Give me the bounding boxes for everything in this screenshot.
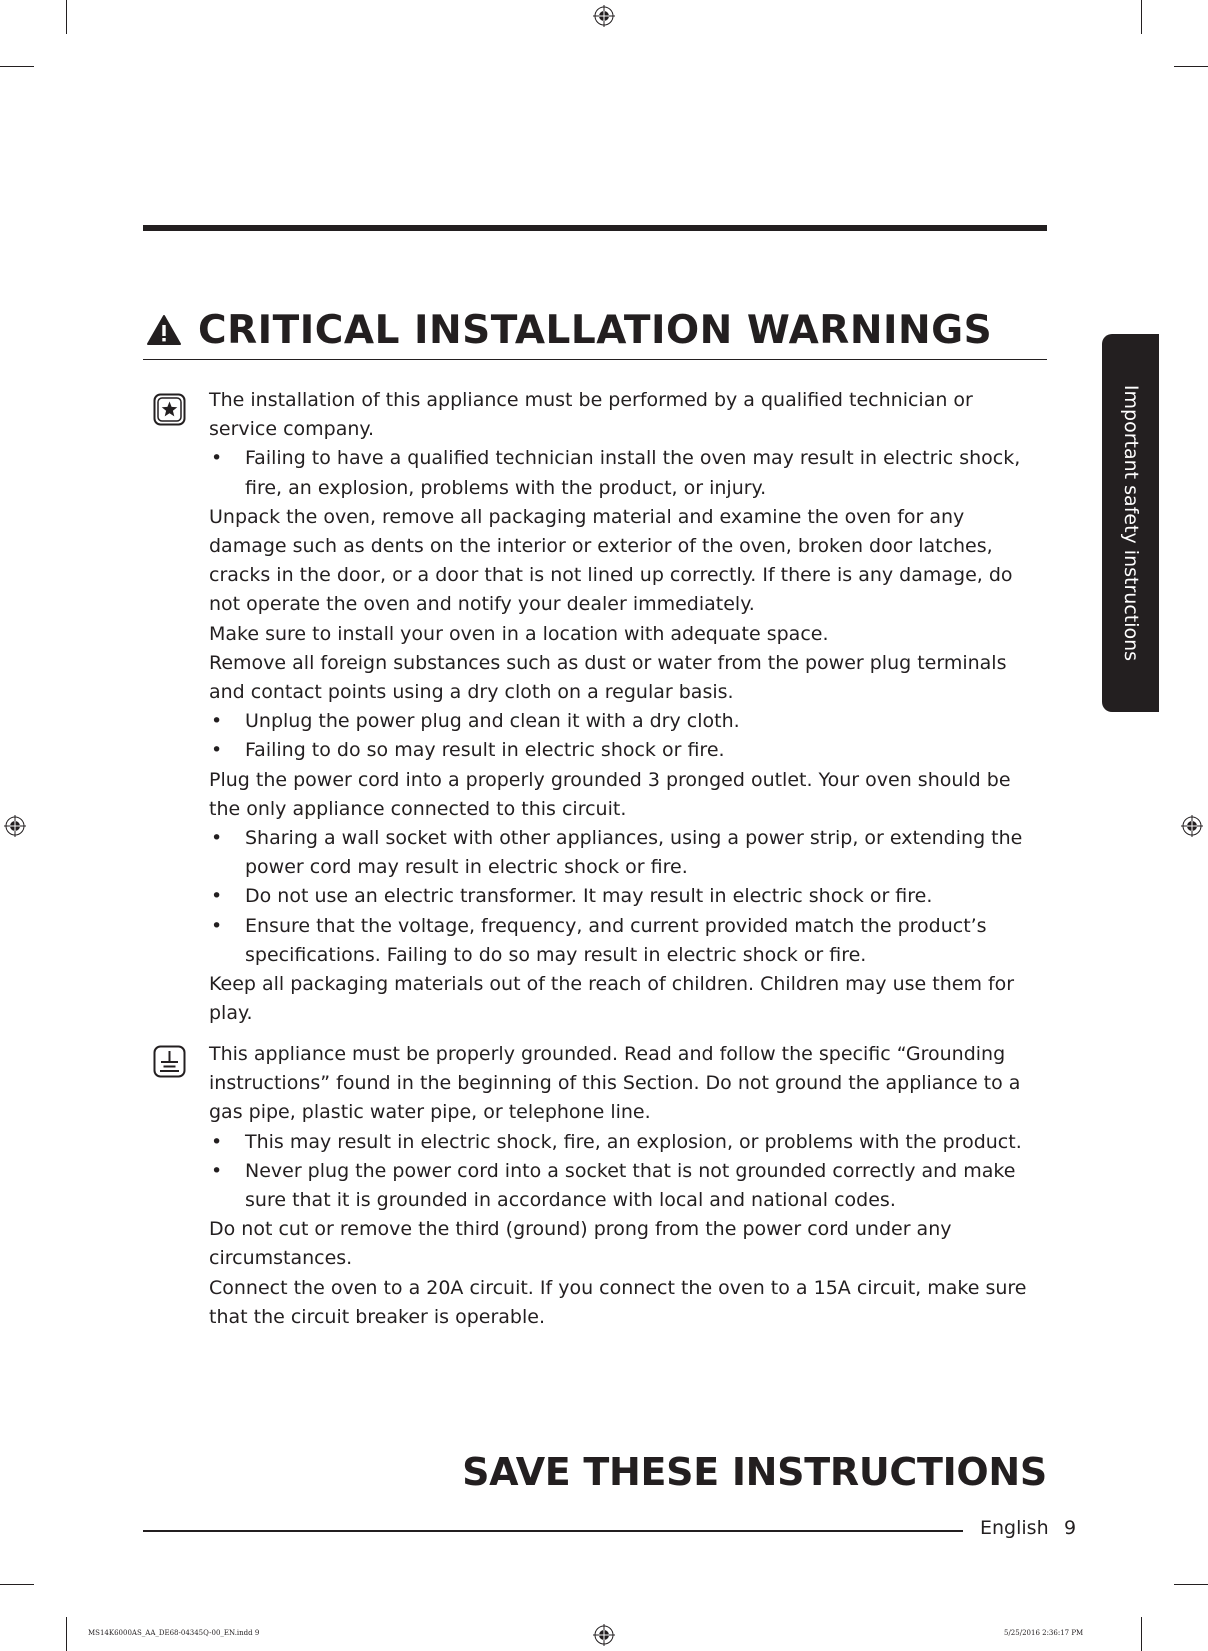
- print-slug-timestamp: 5/25/2016 2:36:17 PM: [1004, 1629, 1084, 1637]
- paragraph: Plug the power cord into a properly grounded 3 pronged outlet. Your oven should be the only appliance connected to this circuit.: [209, 768, 1011, 820]
- paragraph: This appliance must be properly grounded. Read and follow the specific “Grounding instructions” found in the beginning of this Section. Do not ground the appliance to a gas pipe, plastic water pipe, or telephone line.: [209, 1043, 1021, 1124]
- bullet-item: • Unplug the power plug and clean it with a dry cloth.: [209, 707, 1039, 736]
- bullet-item: • Do not use an electric transformer. It may result in electric shock or fire.: [209, 882, 1039, 911]
- crop-mark: [0, 66, 34, 67]
- section-2-text: [209, 1040, 1039, 1332]
- footer-rule: [143, 1530, 963, 1532]
- bullet-item: • Sharing a wall socket with other appliances, using a power strip, or extending the power cord may result in electric shock or fire.: [209, 824, 1039, 882]
- bullet-item: • Never plug the power cord into a socket that is not grounded correctly and make sure that it is grounded in accordance with local and national codes.: [209, 1157, 1039, 1215]
- registration-mark-icon: [593, 1624, 615, 1646]
- bullet-item: • Ensure that the voltage, frequency, and current provided match the product’s specifications. Failing to do so may result in electric shock or fire.: [209, 912, 1039, 970]
- bullet-item: • Failing to do so may result in electric shock or fire.: [209, 736, 1039, 765]
- registration-mark-icon: [1181, 815, 1203, 837]
- section-1-text: [209, 386, 1039, 1028]
- bullet-item: • Failing to have a qualified technician install the oven may result in electric shock, fire, an explosion, problems with the product, or injury.: [209, 444, 1039, 502]
- paragraph: The installation of this appliance must be performed by a qualified technician or service company.: [209, 389, 973, 441]
- paragraph: Unpack the oven, remove all packaging material and examine the oven for any damage such as dents on the interior or exterior of the oven, broken door latches, cracks in the door, or a door that is not lined up correctly. If there is any damage, do not operate the oven and notify your dealer immediately.: [209, 505, 1013, 616]
- warning-triangle-icon: [146, 314, 182, 346]
- title-underline: [143, 359, 1047, 360]
- registration-mark-icon: [4, 815, 26, 837]
- crop-mark: [66, 0, 67, 34]
- ground-symbol-icon: [153, 1045, 186, 1078]
- crop-mark: [1174, 66, 1208, 67]
- page-header: [146, 304, 992, 356]
- paragraph: Connect the oven to a 20A circuit. If you connect the oven to a 15A circuit, make sure that the circuit breaker is operable.: [209, 1276, 1027, 1328]
- page-number: 9: [1064, 1517, 1077, 1539]
- footer-language: English: [980, 1517, 1049, 1539]
- paragraph: Remove all foreign substances such as dust or water from the power plug terminals and contact points using a dry cloth on a regular basis.: [209, 651, 1007, 704]
- star-box-icon: [153, 393, 186, 426]
- crop-mark: [1141, 1617, 1142, 1651]
- paragraph: Make sure to install your oven in a location with adequate space.: [209, 622, 829, 645]
- crop-mark: [1141, 0, 1142, 34]
- page-title: CRITICAL INSTALLATION WARNINGS: [198, 307, 993, 353]
- crop-mark: [66, 1617, 67, 1651]
- side-tab: [1102, 334, 1159, 712]
- side-tab-label: Important safety instructions: [1119, 384, 1142, 662]
- save-instructions-heading: SAVE THESE INSTRUCTIONS: [462, 1450, 1047, 1494]
- bullet-item: • This may result in electric shock, fire, an explosion, or problems with the product.: [209, 1128, 1039, 1157]
- registration-mark-icon: [593, 5, 615, 27]
- paragraph: Do not cut or remove the third (ground) prong from the power cord under any circumstances.: [209, 1218, 952, 1270]
- crop-mark: [0, 1584, 34, 1585]
- print-slug-filename: MS14K6000AS_AA_DE68-04345Q-00_EN.indd 9: [88, 1629, 260, 1637]
- header-rule: [143, 225, 1047, 231]
- crop-mark: [1174, 1584, 1208, 1585]
- paragraph: Keep all packaging materials out of the reach of children. Children may use them for play.: [209, 973, 1015, 1025]
